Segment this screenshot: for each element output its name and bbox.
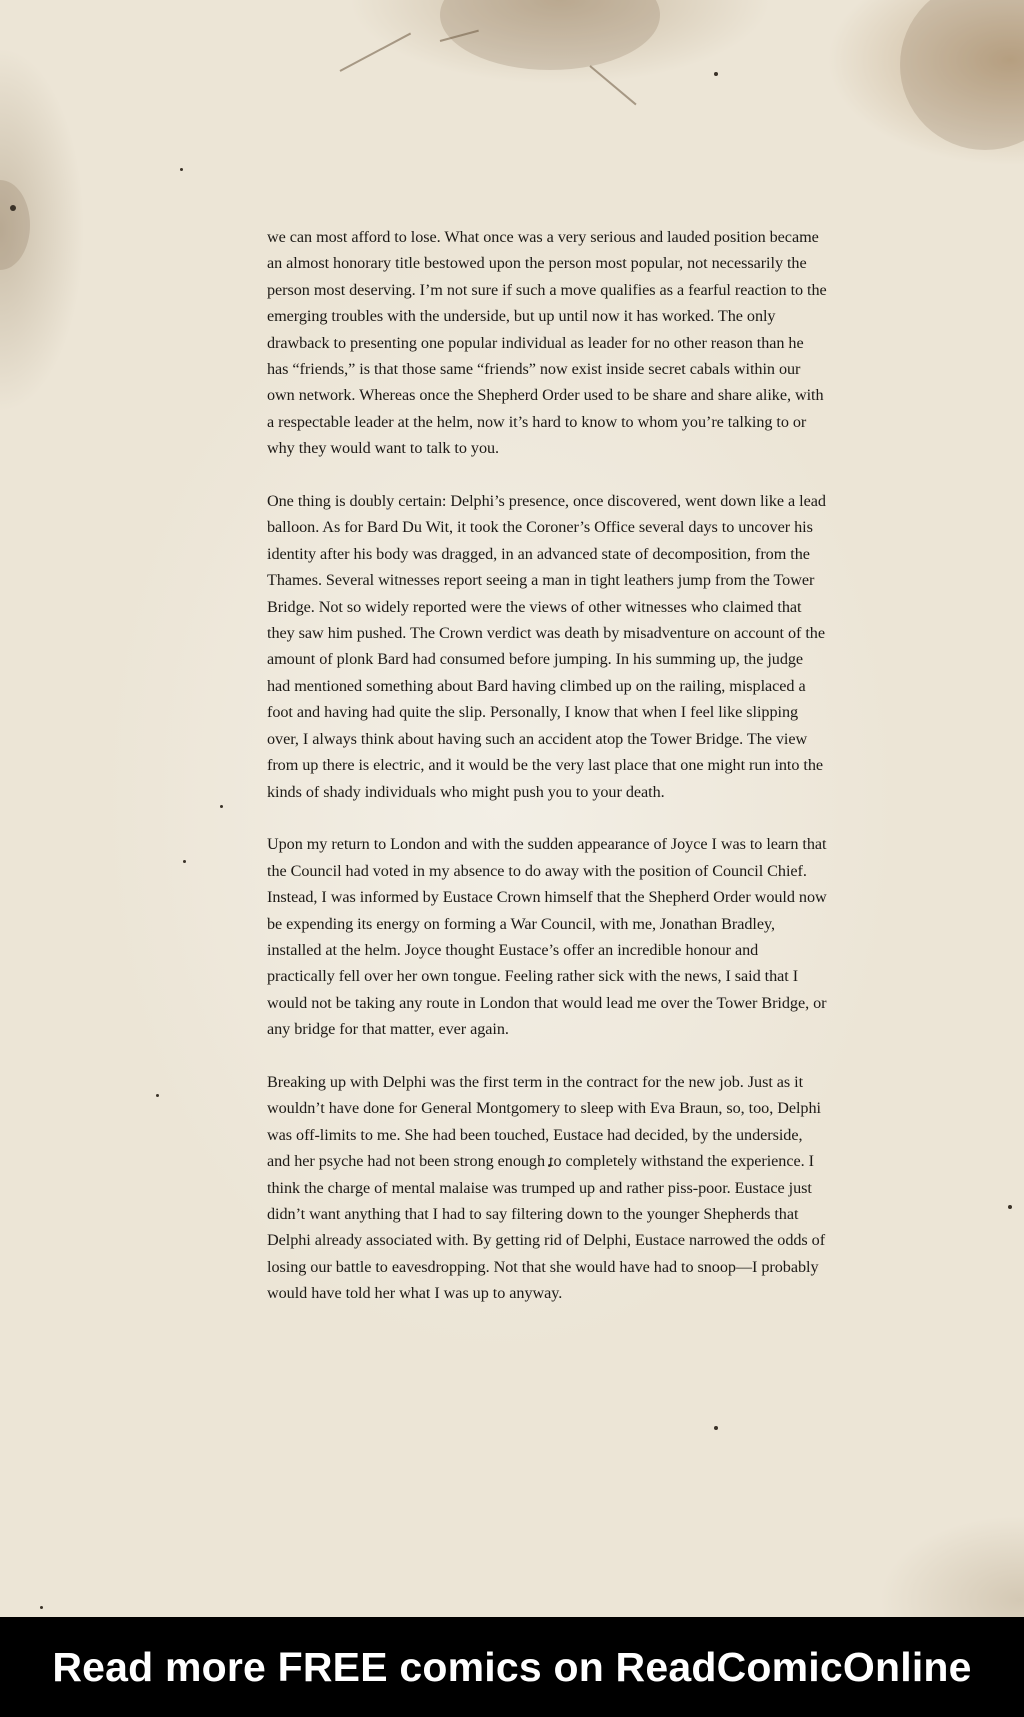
paper-speck — [40, 1606, 43, 1609]
paragraph: we can most afford to lose. What once was a very serious and lauded position became an almost honorary title bestowed upon the person most popular, not necessarily the person most deserving. I’m not sure if such a move qualifies as a fearful reaction to the emerging troubles with the underside, but up until now it has worked. The only drawback to presenting one popular individual as leader for no other reason than he has “friends,” is that those same “friends” now exist inside secret cabals within our own network. Whereas once the Shepherd Order used to be share and share alike, with a respectable leader at the helm, now it’s hard to know to whom you’re talking to or why they would want to talk to you. — [267, 228, 827, 458]
edge-stain — [0, 180, 30, 270]
paper-speck — [10, 205, 16, 211]
paper-speck — [220, 805, 223, 808]
paper-speck — [183, 860, 186, 863]
paragraph: One thing is doubly certain: Delphi’s presence, once discovered, went down like a lead balloon. As for Bard Du Wit, it took the Coroner’s Office several days to uncover his identity after his body was dragged, in an advanced state of decomposition, from the Thames. Several witnesses report seeing a man in tight leathers jump from the Tower Bridge. Not so widely reported were the views of other witnesses who claimed that they saw him pushed. The Crown verdict was death by misadventure on account of the amount of plonk Bard had consumed before jumping. In his summing up, the judge had mentioned something about Bard having climbed up on the railing, misplaced a foot and having had quite the slip. Personally, I know that when I feel like slipping over, I always think about having such an accident atop the Tower Bridge. The view from up there is electric, and it would be the very last place that one might run into the kinds of shady individuals who might push you to your death. — [267, 492, 826, 801]
coffee-stain — [440, 0, 660, 70]
paper-speck — [180, 168, 183, 171]
paper-scratch — [589, 65, 636, 105]
coffee-stain — [900, 0, 1024, 150]
paper-scratch — [340, 33, 412, 72]
paragraph: Upon my return to London and with the sudden appearance of Joyce I was to learn that the Council had voted in my absence to do away with the position of Council Chief. Instead, I was informed by Eustace Crown himself that the Shepherd Order would now be expending its energy on forming a War Council, with me, Jonathan Bradley, installed at the helm. Joyce thought Eustace’s offer an incredible honour and practically fell over her own tongue. Feeling rather sick with the news, I said that I would not be taking any route in London that would lead me over the Tower Bridge, or any bridge for that matter, ever again. — [267, 835, 827, 1039]
paper-speck — [156, 1094, 159, 1097]
body-text — [267, 224, 829, 1333]
paragraph: Breaking up with Delphi was the first term in the contract for the new job. Just as it wouldn’t have done for General Montgomery to sleep with Eva Braun, so, too, Delphi was off-limits to me. She had been touched, Eustace had decided, by the underside, and her psyche had not been strong enough to completely withstand the experience. I think the charge of mental malaise was trumped up and rather piss-poor. Eustace just didn’t want anything that I had to say filtering down to the younger Shepherds that Delphi already associated with. By getting rid of Delphi, Eustace narrowed the odds of losing our battle to eavesdropping. Not that she would have had to snoop—I probably would have told her what I was up to anyway. — [267, 1072, 826, 1303]
paper-speck — [1008, 1205, 1012, 1209]
paper-speck — [714, 1426, 718, 1430]
paper-speck — [714, 72, 718, 76]
promo-banner-link[interactable]: Read more FREE comics on ReadComicOnline — [52, 1643, 972, 1690]
promo-banner[interactable] — [0, 1617, 1024, 1717]
